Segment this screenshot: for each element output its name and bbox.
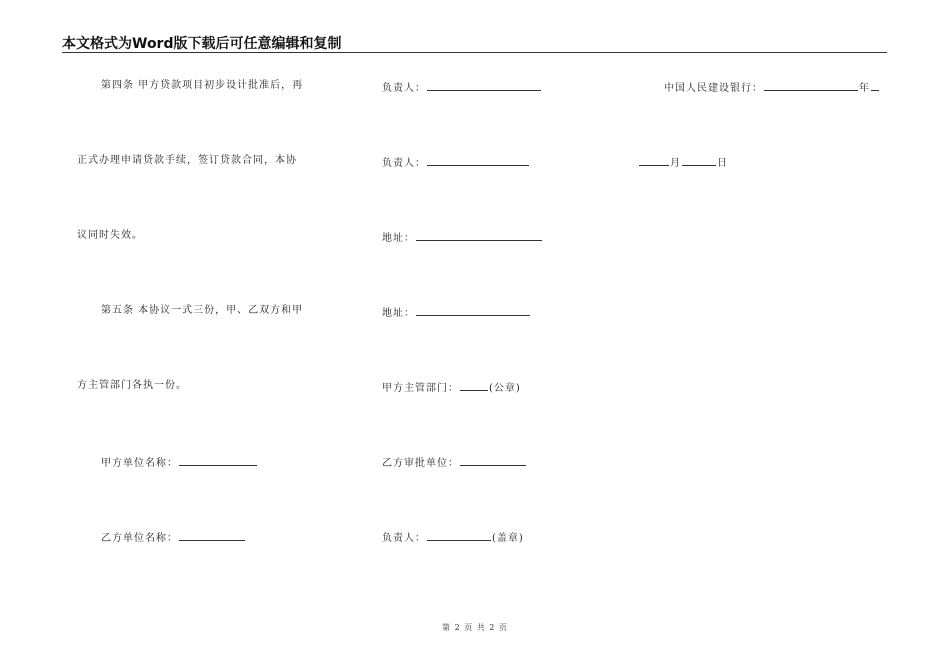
clause-four-line-1: 第四条 甲方贷款项目初步设计批准后，再 (101, 80, 304, 91)
address-label-2: 地址： (382, 308, 415, 319)
address-blank-1 (416, 229, 542, 241)
party-a-name-blank (179, 454, 257, 466)
address-row-2 (382, 304, 531, 321)
party-b-approval-blank (460, 454, 526, 466)
bank-label: 中国人民建设银行： (664, 83, 763, 94)
clause-five-line-2: 方主管部门各执一份。 (77, 380, 187, 391)
year-label: 年 (859, 83, 870, 94)
month-blank (639, 154, 669, 166)
address-row-1 (382, 229, 543, 246)
party-a-name-row (101, 454, 258, 471)
stamp-note: (盖章) (492, 533, 524, 544)
responsible-person-blank-1 (427, 79, 541, 91)
address-blank-2 (416, 304, 530, 316)
clause-four-line-3: 议同时失效。 (77, 230, 143, 241)
day-label: 日 (717, 158, 728, 169)
party-a-department-blank (460, 379, 488, 391)
party-a-department-row (382, 379, 521, 396)
month-label: 月 (670, 158, 681, 169)
responsible-person-blank-2 (427, 154, 529, 166)
party-a-department-label: 甲方主管部门： (382, 383, 459, 394)
date-row (638, 154, 728, 171)
responsible-person-label-2: 负责人： (382, 158, 426, 169)
party-b-approval-label: 乙方审批单位： (382, 458, 459, 469)
responsible-person-row-3 (382, 529, 524, 546)
day-blank (682, 154, 716, 166)
party-b-name-label: 乙方单位名称： (101, 533, 178, 544)
clause-four-line-2: 正式办理申请贷款手续，签订贷款合同，本协 (77, 155, 297, 166)
year-trailing-blank (871, 79, 879, 91)
clause-five-line-1: 第五条 本协议一式三份，甲、乙双方和甲 (101, 305, 304, 316)
responsible-person-blank-3 (427, 529, 491, 541)
party-b-approval-row (382, 454, 527, 471)
responsible-person-label-1: 负责人： (382, 83, 426, 94)
header-divider (62, 52, 887, 53)
page-number-footer: 第 2 页 共 2 页 (442, 623, 508, 632)
bank-row (664, 79, 880, 96)
responsible-person-label-3: 负责人： (382, 533, 426, 544)
party-a-name-label: 甲方单位名称： (101, 458, 178, 469)
official-seal-note: (公章) (489, 383, 521, 394)
party-b-name-blank (179, 529, 245, 541)
bank-blank (764, 79, 858, 91)
responsible-person-row-2 (382, 154, 530, 171)
document-header-title: 本文格式为Word版下载后可任意编辑和复制 (62, 36, 342, 52)
party-b-name-row (101, 529, 246, 546)
responsible-person-row-1 (382, 79, 542, 96)
address-label-1: 地址： (382, 233, 415, 244)
